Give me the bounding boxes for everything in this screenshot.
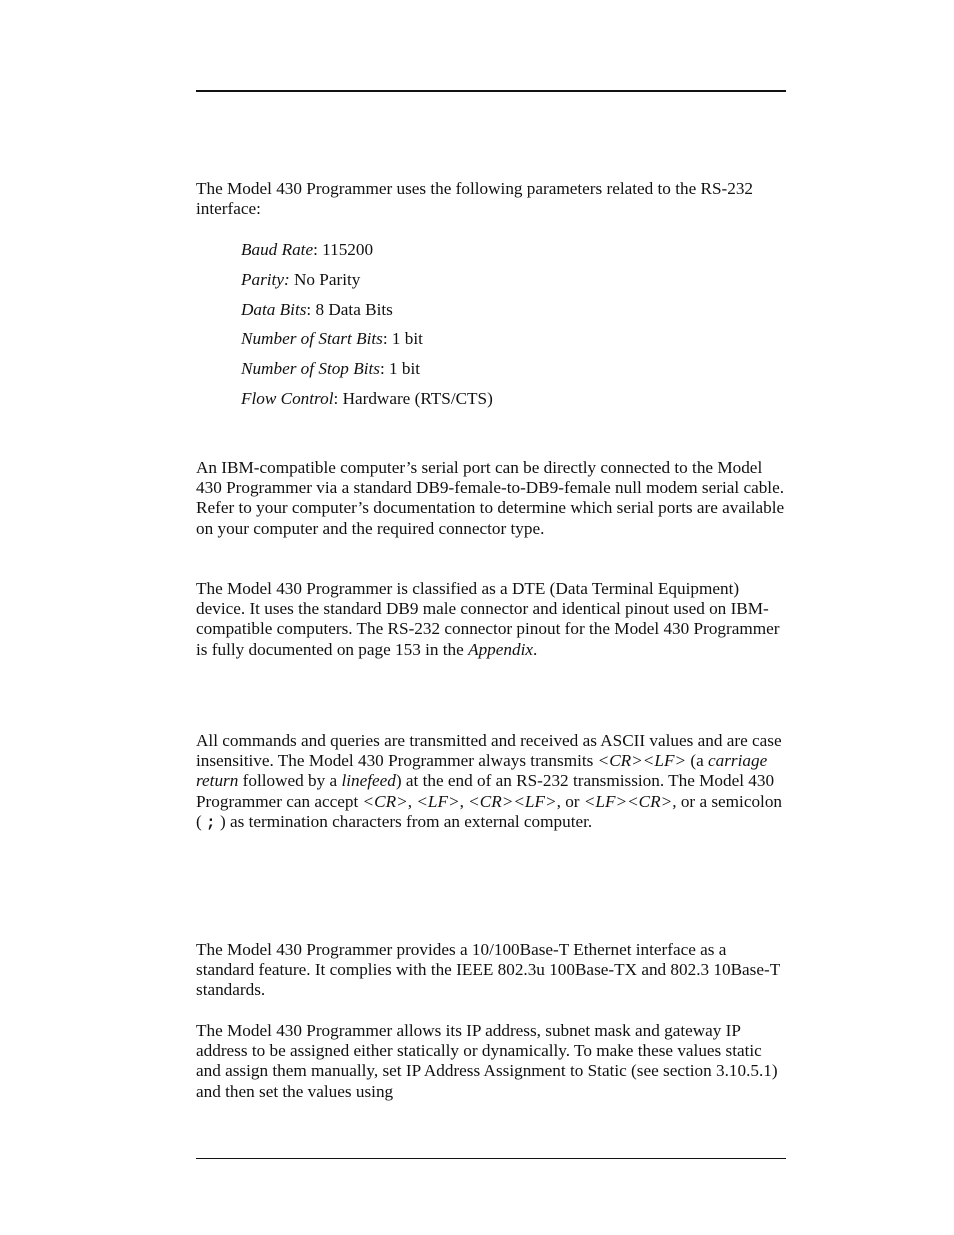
param-label: Flow Control: [241, 388, 334, 408]
commands-paragraph: All commands and queries are transmitted and received as ASCII values and are case insensitive. The Model 430 Programmer always transmits <CR><LF> (a carriage return followed by a linefeed) at the end of an RS-232 transmission. The Model 430 Programmer can accept <CR>, <LF>, <CR><LF>, or <LF><CR>, or a semicolon ( ; ) as termination characters from an external computer.: [196, 731, 783, 832]
footer-rule: [196, 1158, 786, 1159]
appendix-reference: Appendix: [468, 639, 534, 659]
param-start-bits: Number of Start Bits: 1 bit: [241, 329, 423, 349]
param-label: Parity:: [241, 269, 290, 289]
ethernet-paragraph: The Model 430 Programmer provides a 10/100Base-T Ethernet interface as a standard feature. It complies with the IEEE 802.3u 100Base-TX and 802.3 10Base-T standards.: [196, 940, 780, 1000]
param-value: 115200: [322, 240, 374, 259]
param-value: 8 Data Bits: [315, 299, 393, 319]
param-flow-control: Flow Control: Hardware (RTS/CTS): [241, 388, 493, 408]
param-label: Number of Stop Bits: [241, 359, 380, 379]
param-stop-bits: Number of Stop Bits: 1 bit: [241, 359, 421, 379]
header-rule: [196, 90, 786, 92]
param-value: Hardware (RTS/CTS): [342, 388, 493, 408]
param-data-bits: Data Bits: 8 Data Bits: [241, 299, 393, 319]
param-value: 1 bit: [391, 329, 423, 349]
semicolon-char: ;: [206, 813, 216, 832]
param-value: 1 bit: [389, 359, 421, 379]
ip-address-paragraph: The Model 430 Programmer allows its IP address, subnet mask and gateway IP address to be assigned either statically or dynamically. To make these values static and assign them manually, set IP Address Assignment to Static (see section 3.10.5.1) and then set the values using: [196, 1021, 778, 1101]
param-value: No Parity: [293, 269, 361, 289]
dte-paragraph: The Model 430 Programmer is classified as a DTE (Data Terminal Equipment) device. It uses the standard DB9 male connector and identical pinout used on IBM-compatible computers. The RS-232 connector pinout for the Model 430 Programmer is fully documented on page 153 in the Appendix.: [196, 579, 780, 659]
param-label: Number of Start Bits: [241, 329, 383, 349]
rs232-parameter-list: [241, 240, 493, 409]
rs232-intro: The Model 430 Programmer uses the following parameters related to the RS-232 interface:: [196, 179, 754, 219]
param-parity: [241, 270, 493, 300]
param-baud-rate: Baud Rate: 115200: [241, 240, 374, 259]
param-label: Data Bits: [241, 299, 307, 319]
param-label: Baud Rate: [241, 240, 314, 259]
cable-paragraph: An IBM-compatible computer’s serial port can be directly connected to the Model 430 Programmer via a standard DB9-female-to-DB9-female null modem serial cable. Refer to your computer’s documentation to determine which serial ports are available on your computer and the required connector type.: [196, 458, 785, 538]
